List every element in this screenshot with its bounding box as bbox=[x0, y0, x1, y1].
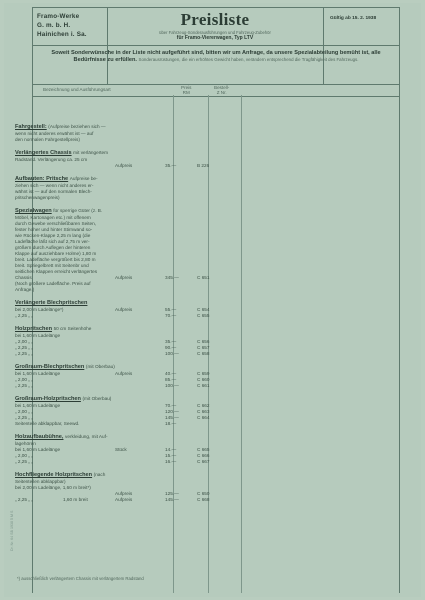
footnote: *) ausschließlich verlängertem Chassis mit verlängertem Radstand bbox=[17, 576, 144, 581]
row-order-number: C 667 bbox=[197, 459, 210, 464]
section-title bbox=[15, 433, 265, 441]
row-order-number: C 651 bbox=[197, 275, 210, 280]
section-title bbox=[15, 149, 265, 157]
section-title-main: Verlängertes Chassis bbox=[15, 150, 72, 156]
company-line-2: G. m. b. H. bbox=[37, 22, 71, 29]
row-order-number: C 665 bbox=[197, 447, 210, 452]
price-row bbox=[15, 195, 265, 201]
price-section bbox=[15, 395, 265, 427]
row-description: durch Gewebe verschließbaren Seiten, bbox=[15, 221, 97, 226]
row-description: bei 1,60 m Ladelänge bbox=[15, 371, 61, 376]
row-description: bei 1,60 m Ladelänge bbox=[15, 403, 61, 408]
row-description: wie Rücken-Klappe 2,25 m lang (die bbox=[15, 233, 91, 238]
row-price: 100.— bbox=[165, 351, 179, 356]
row-order-number: C 657 bbox=[197, 345, 210, 350]
row-description: „ 2,00 „ „ bbox=[15, 377, 33, 382]
price-row bbox=[15, 137, 265, 143]
section-title-extra: 50 cm Seitenhöhe bbox=[53, 326, 92, 331]
subtitle-line-1: über Fahrzeug-Sonderausführungen und Fahrzeug-Zubehör bbox=[159, 30, 271, 35]
row-description: breit. Spriegelbrett mit Seitenbr und bbox=[15, 263, 89, 268]
row-price: 85.— bbox=[165, 377, 177, 382]
section-title-main: Holzpritschen bbox=[15, 326, 52, 332]
price-list-body bbox=[15, 123, 265, 509]
notice-bold: Soweit Sonderwünsche in der Liste nicht aufgeführt sind, bitten wir um Anfrage, da unsere Spezialabteilung bemüht ist, alle Bedürfnisse zu erfüllen. bbox=[51, 50, 381, 63]
row-description: Ladefläche läßt sich auf 2,75 m ver- bbox=[15, 239, 90, 244]
row-price: 40.— bbox=[165, 371, 177, 376]
section-title-extra: (mit Oberbau) bbox=[82, 396, 112, 401]
row-description: Seitenteile abklappbar, Seewd. bbox=[15, 421, 80, 426]
row-price: 14.— bbox=[165, 447, 177, 452]
row-description: breit. Ladefläche vergrößert bis 2,80 m bbox=[15, 257, 96, 262]
row-description: bei 1,60 m Ladelänge bbox=[15, 333, 61, 338]
section-title-extra: mit verlängertem bbox=[73, 150, 109, 155]
notice-small: Sonderausrüstungen, die ein erhöhtes Gewicht haben, verändern entsprechend die Tragfähigkeit des Fahrzeugs. bbox=[138, 56, 359, 62]
section-title-main: Verlängerte Blechpritschen bbox=[15, 300, 88, 306]
row-description: „ 2,25 „ „ bbox=[15, 351, 33, 356]
row-description: bei 2,00 m Ladelänge, 1,60 m breit*) bbox=[15, 485, 91, 490]
section-title bbox=[15, 471, 265, 479]
row-order-number: C 658 bbox=[197, 351, 210, 356]
section-title bbox=[15, 395, 265, 403]
row-description: „ 2,25 „ „ bbox=[15, 459, 33, 464]
price-row bbox=[15, 383, 265, 389]
section-title bbox=[15, 363, 265, 371]
row-price: 35.— bbox=[165, 339, 177, 344]
row-order-number: C 655 bbox=[197, 313, 210, 318]
row-note: Aufpreis bbox=[115, 491, 133, 496]
row-description: Radstand. Verlängerung ca. 25 cm bbox=[15, 157, 88, 162]
row-price: 70.— bbox=[165, 403, 177, 408]
price-section bbox=[15, 433, 265, 465]
row-order-number: C 660 bbox=[197, 377, 210, 382]
row-description: bei 2,00 m Ladelänge*) bbox=[15, 307, 64, 312]
price-section bbox=[15, 299, 265, 319]
section-title bbox=[15, 299, 265, 307]
price-row bbox=[15, 421, 265, 427]
row-note: Aufpreis bbox=[115, 371, 133, 376]
row-price: 345.— bbox=[165, 275, 179, 280]
row-description: bei 1,60 m Ladelänge bbox=[15, 447, 61, 452]
header bbox=[33, 7, 399, 97]
section-title-extra: (Aufpreise beziehen sich — bbox=[48, 124, 106, 129]
row-price: 90.— bbox=[165, 345, 177, 350]
row-price: 16.— bbox=[165, 459, 177, 464]
row-note: Aufpreis bbox=[115, 307, 133, 312]
row-note: Aufpreis bbox=[115, 163, 133, 168]
row-description: wenn nicht anderes erwähnt ist — auf bbox=[15, 131, 94, 136]
column-price-line-2: RM bbox=[182, 90, 190, 95]
price-row bbox=[15, 497, 265, 503]
column-price bbox=[181, 85, 191, 95]
row-description: ziehen sich — wenn nicht anderes er- bbox=[15, 183, 94, 188]
row-order-number: C 661 bbox=[197, 383, 210, 388]
row-price: 100.— bbox=[165, 383, 179, 388]
price-row bbox=[15, 351, 265, 357]
row-description: den normalen Fahrgestellpreis) bbox=[15, 137, 80, 142]
section-title-extra: verkleidung, mit Auf- bbox=[65, 434, 108, 439]
row-price: 145.— bbox=[165, 415, 179, 420]
valid-date: Gültig ab 15. 2. 1938 bbox=[330, 16, 377, 21]
row-order-number: C 663 bbox=[197, 409, 210, 414]
notice-text bbox=[33, 46, 399, 63]
price-section bbox=[15, 123, 265, 143]
section-title-main: Aufbauten: Pritsche bbox=[15, 176, 69, 182]
company-line-1: Framo-Werke bbox=[37, 13, 80, 20]
subtitle-line-2: für Framo-Viererwagen, Typ LTV bbox=[176, 35, 254, 42]
price-section bbox=[15, 325, 265, 357]
row-description: „ 2,00 „ „ bbox=[15, 409, 33, 414]
row-description: (Noch größere Ladefläche. Preis auf bbox=[15, 281, 91, 286]
row-description: Möbel, Kartonagen etc.) mit offenem bbox=[15, 215, 91, 220]
section-title-main: Hochfliegende Holzpritschen bbox=[15, 472, 93, 478]
row-note: Aufpreis bbox=[115, 275, 133, 280]
row-order-number: C 650 bbox=[197, 491, 210, 496]
row-description: Anfrage.) bbox=[15, 287, 35, 292]
section-title-main: Holzaufbaubühne, bbox=[15, 434, 64, 440]
section-title bbox=[15, 123, 265, 131]
section-title bbox=[15, 207, 265, 215]
row-description: seitlichen Klappen erreicht verlängertes bbox=[15, 269, 98, 274]
row-order-number: C 659 bbox=[197, 371, 210, 376]
section-title-main: Großraum-Holzpritschen bbox=[15, 396, 81, 402]
company-line-3: Hainichen i. Sa. bbox=[37, 31, 87, 38]
page-title: Preisliste bbox=[180, 10, 250, 29]
section-title-extra: Aufpreise be- bbox=[69, 176, 98, 181]
row-price: 125.— bbox=[165, 491, 179, 496]
price-section bbox=[15, 207, 265, 293]
row-order-number: B 226 bbox=[197, 163, 210, 168]
row-price: 120.— bbox=[165, 409, 179, 414]
row-note: Stück bbox=[115, 447, 127, 452]
row-description: pritschenwagenpreis) bbox=[15, 195, 60, 200]
row-description: „ 2,25 „ „ bbox=[15, 313, 33, 318]
section-title-extra: (mit Oberbau) bbox=[85, 364, 115, 369]
row-order-number: C 668 bbox=[197, 497, 210, 502]
price-section bbox=[15, 363, 265, 389]
row-detail: 1,60 m breit bbox=[63, 497, 88, 502]
row-price: 70.— bbox=[165, 313, 177, 318]
column-order-line-2: Z Nr. bbox=[216, 90, 227, 95]
row-description: wähnt ist — auf den normalen Blech- bbox=[15, 189, 92, 194]
row-order-number: C 656 bbox=[197, 339, 210, 344]
row-description: „ 2,25 „ „ bbox=[15, 497, 33, 502]
row-description: lagehören bbox=[15, 441, 36, 446]
price-section bbox=[15, 471, 265, 503]
column-order bbox=[214, 85, 229, 95]
section-title-main: Fahrgestell: bbox=[15, 124, 47, 130]
column-header-row bbox=[33, 84, 399, 97]
row-description: „ 2,25 „ „ bbox=[15, 345, 33, 350]
row-order-number: C 654 bbox=[197, 307, 210, 312]
company-name bbox=[37, 12, 107, 39]
row-description: „ 2,25 „ „ bbox=[15, 415, 33, 420]
row-note: Aufpreis bbox=[115, 497, 133, 502]
row-description: „ 2,00 „ „ bbox=[15, 339, 33, 344]
price-list-page bbox=[4, 3, 421, 597]
row-description: Seitenteilen abklappbar) bbox=[15, 479, 66, 484]
section-title-extra: für sperrige Güter (z. B. bbox=[53, 208, 103, 213]
column-order-line-1: Bestell- bbox=[214, 85, 230, 90]
row-price: 145.— bbox=[165, 497, 179, 502]
row-description: größern durch Auflegen der hinteren bbox=[15, 245, 91, 250]
row-price: 35.— bbox=[165, 163, 177, 168]
row-description: „ 2,25 „ „ bbox=[15, 383, 33, 388]
column-desc: Bezeichnung und Ausführungsart bbox=[43, 87, 111, 92]
print-mark: Dr. Nr. 64 SB 1938 5 M S bbox=[10, 510, 14, 551]
row-order-number: C 664 bbox=[197, 415, 210, 420]
section-title-main: Großraum-Blechpritschen bbox=[15, 364, 85, 370]
price-section bbox=[15, 175, 265, 201]
price-row bbox=[15, 313, 265, 319]
row-description: Klappe auf ausziehbare Holme) 1,80 m bbox=[15, 251, 97, 256]
section-title-extra: (nach bbox=[93, 472, 106, 477]
price-row bbox=[15, 459, 265, 465]
price-row bbox=[15, 287, 265, 293]
notice-box bbox=[33, 45, 399, 71]
column-price-line-1: Preis bbox=[181, 85, 192, 90]
row-description: Chassis bbox=[15, 275, 32, 280]
section-title-main: Spezialwagen bbox=[15, 208, 52, 214]
row-description: fester hoher und hinter Stirnwand so- bbox=[15, 227, 93, 232]
row-price: 55.— bbox=[165, 307, 177, 312]
price-row bbox=[15, 163, 265, 169]
row-order-number: C 666 bbox=[197, 453, 210, 458]
price-section bbox=[15, 149, 265, 169]
section-title bbox=[15, 325, 265, 333]
row-price: 15.— bbox=[165, 453, 177, 458]
section-title bbox=[15, 175, 265, 183]
row-order-number: C 662 bbox=[197, 403, 210, 408]
row-description: „ 2,00 „ „ bbox=[15, 453, 33, 458]
row-price: 18.— bbox=[165, 421, 177, 426]
